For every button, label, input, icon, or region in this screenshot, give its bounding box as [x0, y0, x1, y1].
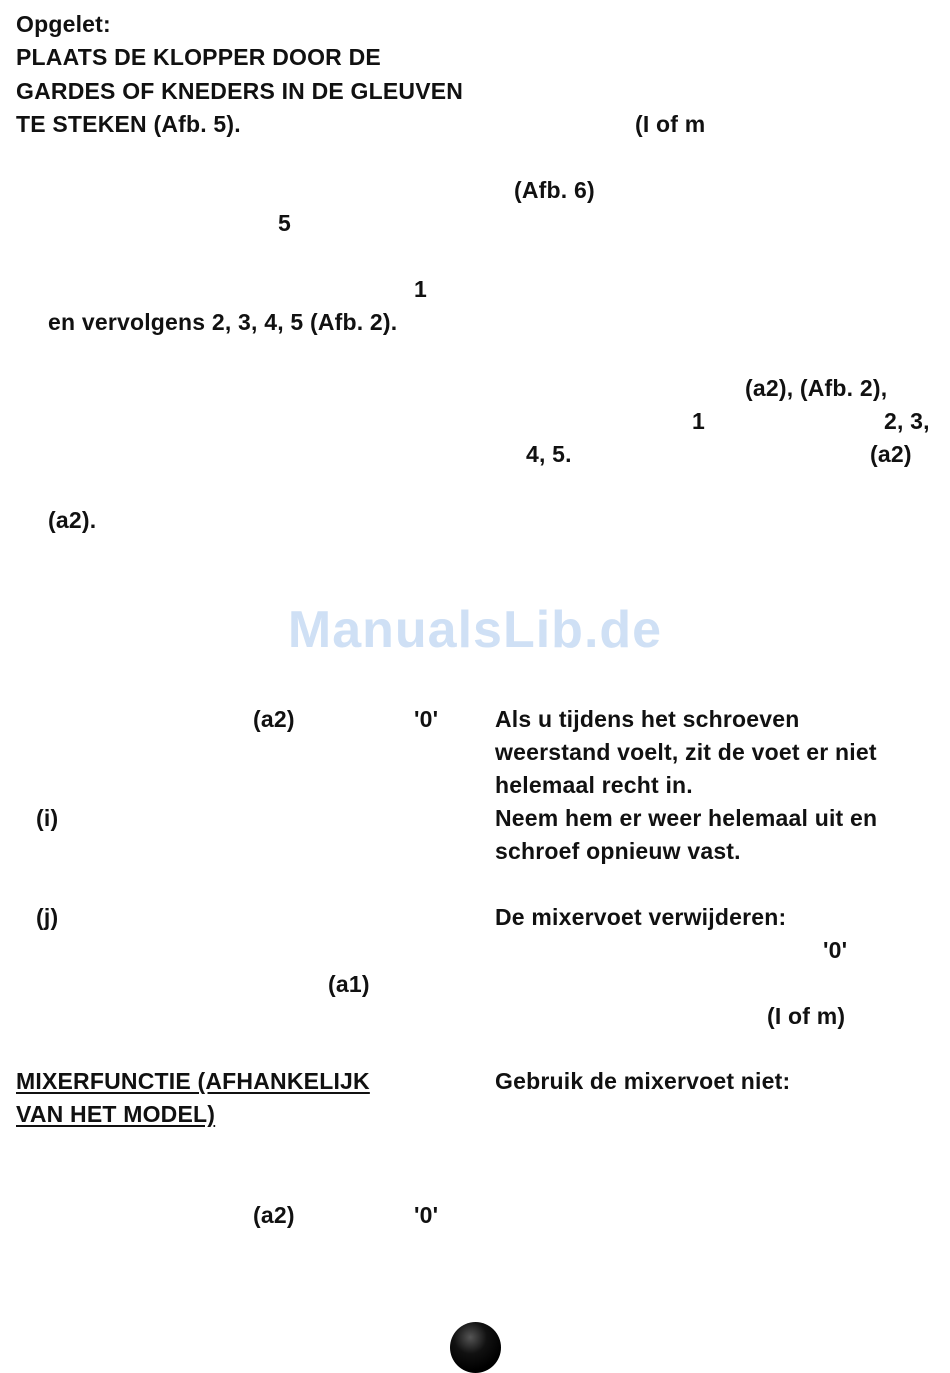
dont-use-heading: Gebruik de mixervoet niet:	[495, 1068, 791, 1094]
watermark: ManualsLib.de	[287, 601, 663, 659]
fragment-a2-right: (a2)	[870, 441, 912, 467]
speed-sequence: en vervolgens 2, 3, 4, 5 (Afb. 2).	[48, 309, 398, 335]
fragment-afb6: (Afb. 6)	[514, 177, 595, 203]
fragment-j: (j)	[36, 904, 59, 930]
fragment-zero-second: '0'	[414, 1202, 439, 1228]
fragment-1-right: 1	[692, 408, 705, 434]
fragment-2-3: 2, 3,	[884, 408, 930, 434]
fragment-a2-first: (a2)	[253, 706, 295, 732]
fragment-i: (i)	[36, 805, 59, 831]
caution-label: Opgelet:	[16, 11, 111, 37]
page-marker-dot	[450, 1322, 501, 1373]
caution-line-3: TE STEKEN (Afb. 5).	[16, 111, 241, 137]
caution-line-2: GARDES OF KNEDERS IN DE GLEUVEN	[16, 78, 464, 104]
fragment-4-5: 4, 5.	[526, 441, 572, 467]
fragment-zero-right: '0'	[823, 937, 848, 963]
fragment-l-of-m: (I of m	[635, 111, 706, 137]
section-heading-line-2: VAN HET MODEL)	[16, 1101, 216, 1127]
remove-foot-heading: De mixervoet verwijderen:	[495, 904, 787, 930]
fragment-5: 5	[278, 210, 291, 236]
fragment-a1: (a1)	[328, 971, 370, 997]
fragment-a2: (a2).	[48, 507, 97, 533]
note-line-1: Als u tijdens het schroeven	[495, 706, 800, 732]
fragment-zero-first: '0'	[414, 706, 439, 732]
fragment-a2-second: (a2)	[253, 1202, 295, 1228]
fragment-a2-afb2: (a2), (Afb. 2),	[745, 375, 888, 401]
caution-line-1: PLAATS DE KLOPPER DOOR DE	[16, 44, 381, 70]
note-line-5: schroef opnieuw vast.	[495, 838, 741, 864]
section-heading-line-1: MIXERFUNCTIE (AFHANKELIJK	[16, 1068, 370, 1094]
note-line-3: helemaal recht in.	[495, 772, 693, 798]
note-line-2: weerstand voelt, zit de voet er niet	[495, 739, 877, 765]
fragment-1: 1	[414, 276, 427, 302]
note-line-4: Neem hem er weer helemaal uit en	[495, 805, 878, 831]
fragment-l-of-m-closed: (I of m)	[767, 1003, 846, 1029]
